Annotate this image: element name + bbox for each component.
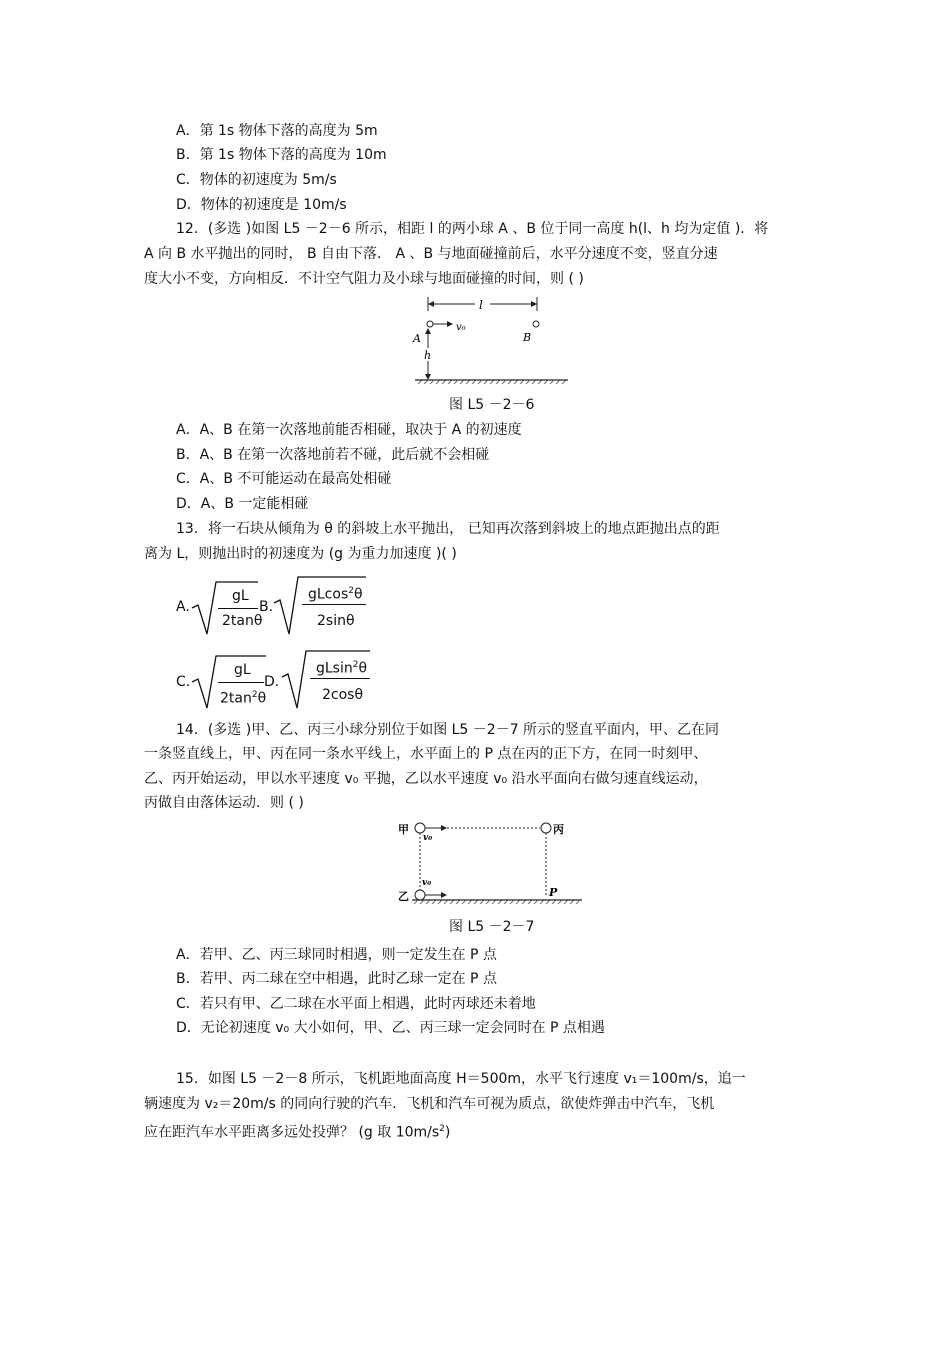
q12-stem-line-1: 12．(多选 )如图 L5 －2－6 所示，相距 l 的两小球 A 、B 位于同一高度 h(l、h 均为定值 )．将 [176, 221, 769, 237]
q15-stem-line-3: 应在距汽车水平距离多远处投弹？ (g 取 $10m/s^2$) [144, 1124, 451, 1141]
q14-option-d: D．无论初速度 v₀ 大小如何，甲、乙、丙三球一定会同时在 P 点相遇 [176, 1020, 605, 1036]
q14-stem-line-3: 乙、丙开始运动，甲以水平速度 v₀ 平抛，乙以水平速度 v₀ 沿水平面向右做匀速直线运动， [144, 771, 708, 787]
fraction-bar [302, 604, 366, 605]
q13-option-c-denominator: $2\tan^2\theta$ [220, 690, 267, 707]
ball-b [533, 321, 539, 327]
ball-yi [415, 890, 425, 900]
figure-label-p: P [549, 886, 558, 899]
figure-label-h: h [424, 349, 432, 362]
q14-option-c: C．若只有甲、乙二球在水平面上相遇，此时丙球还未着地 [176, 996, 536, 1012]
ball-a [427, 321, 433, 327]
figure-label-l: l [479, 298, 483, 312]
q12-option-d: D．A、B 一定能相碰 [176, 496, 309, 512]
q12-option-a: A．A、B 在第一次落地前能否相碰，取决于 A 的初速度 [176, 422, 522, 438]
figure-label-a: A [413, 332, 421, 345]
ball-jia [415, 823, 425, 833]
q14-stem-line-2: 一条竖直线上，甲、丙在同一条水平线上，水平面上的 P 点在丙的正下方，在同一时刻甲、 [144, 746, 708, 762]
q13-option-c-numerator: gL [234, 662, 251, 678]
q13-option-b-numerator: gLcos$^2$θ [308, 586, 363, 603]
q13-stem-line-2: 离为 L，则抛出时的初速度为 (g 为重力加速度 )( ) [144, 546, 457, 562]
q13-option-a-numerator: gL [232, 588, 249, 604]
figure-l5-2-7 [396, 816, 586, 910]
q14-option-b: B．若甲、丙二球在空中相遇，此时乙球一定在 P 点 [176, 971, 497, 987]
fraction-bar [310, 678, 370, 679]
q13-option-d-denominator: 2cosθ [322, 687, 364, 703]
q11-option-b: B．第 1s 物体下落的高度为 10m [176, 147, 387, 163]
q12-option-c: C．A、B 不可能运动在最高处相碰 [176, 471, 392, 487]
q14-option-a: A．若甲、乙、丙三球同时相遇，则一定发生在 P 点 [176, 947, 497, 963]
ball-bing [541, 823, 551, 833]
q13-option-d-numerator: gLsin$^2$θ [316, 660, 368, 677]
figure-caption-l5-2-7: 图 L5 －2－7 [449, 919, 535, 935]
q13-stem-line-1: 13．将一石块从倾角为 θ 的斜坡上水平抛出， 已知再次落到斜坡上的地点距抛出点的距 [176, 521, 720, 537]
fraction-bar [218, 682, 264, 683]
figure-label-jia: 甲 [398, 823, 409, 836]
figure-label-b: B [523, 331, 532, 344]
q13-option-a-label: A. [176, 599, 190, 615]
q14-stem-line-4: 丙做自由落体运动．则 ( ) [144, 795, 304, 811]
q13-option-b-denominator: 2sinθ [317, 613, 355, 629]
q15-stem-line-2: 辆速度为 v₂＝20m/s 的同向行驶的汽车．飞机和汽车可视为质点，欲使炸弹击中汽车，飞机 [144, 1096, 715, 1112]
fraction-bar [218, 608, 258, 609]
figure-caption-l5-2-6: 图 L5 －2－6 [449, 397, 535, 413]
q13-option-b-label: B. [259, 599, 274, 615]
figure-label-v0-top: v₀ [423, 833, 433, 843]
q11-option-c: C．物体的初速度为 5m/s [176, 172, 337, 188]
q11-option-d: D．物体的初速度是 10m/s [176, 197, 347, 213]
figure-label-bing: 丙 [553, 823, 564, 836]
figure-label-yi: 乙 [398, 890, 409, 903]
q12-option-b: B．A、B 在第一次落地前若不碰，此后就不会相碰 [176, 447, 490, 463]
q12-stem-line-2: A 向 B 水平抛出的同时， B 自由下落． A 、B 与地面碰撞前后，水平分速度不变，竖直分速 [144, 246, 718, 262]
q13-option-d-label: D. [264, 674, 280, 690]
q13-option-a-denominator: 2tanθ [222, 613, 263, 629]
q13-option-c-label: C. [176, 674, 191, 690]
figure-label-v0: v₀ [456, 322, 466, 333]
q11-option-a: A．第 1s 物体下落的高度为 5m [176, 123, 378, 139]
q12-stem-line-3: 度大小不变，方向相反．不计空气阻力及小球与地面碰撞的时间，则 ( ) [144, 271, 584, 287]
q14-stem-line-1: 14．(多选 )甲、乙、丙三小球分别位于如图 L5 －2－7 所示的竖直平面内，甲、乙在同 [176, 722, 720, 738]
figure-label-v0-bottom: v₀ [422, 878, 432, 888]
q15-stem-line-1: 15．如图 L5 －2－8 所示，飞机距地面高度 H＝500m，水平飞行速度 v₁＝100m/s，追一 [176, 1071, 746, 1087]
figure-l5-2-6 [410, 293, 575, 388]
